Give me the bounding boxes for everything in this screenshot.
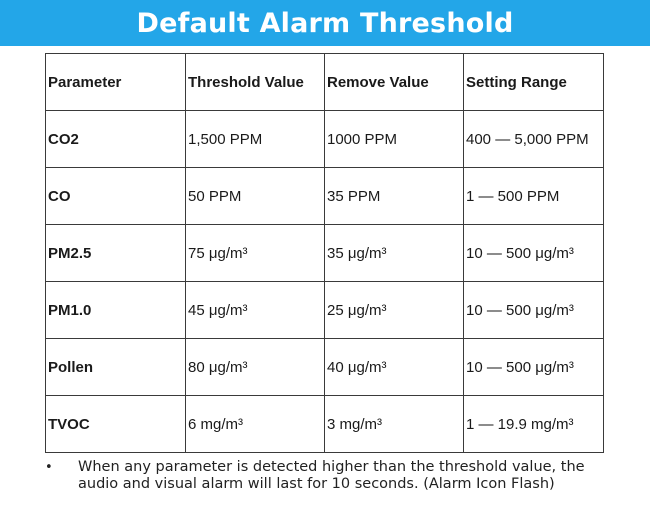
header-setting-range: Setting Range — [464, 54, 604, 111]
table-row — [46, 225, 604, 282]
title-banner — [0, 0, 650, 46]
threshold-cell: 45 μg/m³ — [186, 282, 325, 339]
remove-cell: 35 PPM — [325, 168, 464, 225]
header-remove-value: Remove Value — [325, 54, 464, 111]
remove-cell: 1000 PPM — [325, 111, 464, 168]
page-title: Default Alarm Threshold — [136, 7, 514, 39]
threshold-cell: 50 PPM — [186, 168, 325, 225]
alarm-threshold-table — [45, 53, 604, 453]
remove-cell: 35 μg/m³ — [325, 225, 464, 282]
table-row — [46, 168, 604, 225]
alarm-note — [45, 459, 625, 493]
remove-cell: 40 μg/m³ — [325, 339, 464, 396]
parameter-cell: TVOC — [46, 396, 186, 453]
parameter-cell: PM2.5 — [46, 225, 186, 282]
table-row — [46, 111, 604, 168]
parameter-cell: CO — [46, 168, 186, 225]
header-parameter: Parameter — [46, 54, 186, 111]
remove-cell: 3 mg/m³ — [325, 396, 464, 453]
range-cell: 10 — 500 μg/m³ — [464, 339, 604, 396]
table-header-row — [46, 54, 604, 111]
bullet-icon: • — [45, 460, 53, 475]
range-cell: 10 — 500 μg/m³ — [464, 225, 604, 282]
parameter-cell: PM1.0 — [46, 282, 186, 339]
range-cell: 1 — 500 PPM — [464, 168, 604, 225]
table-row — [46, 396, 604, 453]
table-row — [46, 339, 604, 396]
threshold-cell: 6 mg/m³ — [186, 396, 325, 453]
threshold-cell: 75 μg/m³ — [186, 225, 325, 282]
range-cell: 400 — 5,000 PPM — [464, 111, 604, 168]
header-threshold-value: Threshold Value — [186, 54, 325, 111]
range-cell: 10 — 500 μg/m³ — [464, 282, 604, 339]
threshold-cell: 1,500 PPM — [186, 111, 325, 168]
alarm-note-text: When any parameter is detected higher than the threshold value, the audio and visual alarm will last for 10 seconds. (Alarm Icon Flash) — [78, 459, 585, 492]
range-cell: 1 — 19.9 mg/m³ — [464, 396, 604, 453]
remove-cell: 25 μg/m³ — [325, 282, 464, 339]
parameter-cell: Pollen — [46, 339, 186, 396]
threshold-cell: 80 μg/m³ — [186, 339, 325, 396]
parameter-cell: CO2 — [46, 111, 186, 168]
table-row — [46, 282, 604, 339]
